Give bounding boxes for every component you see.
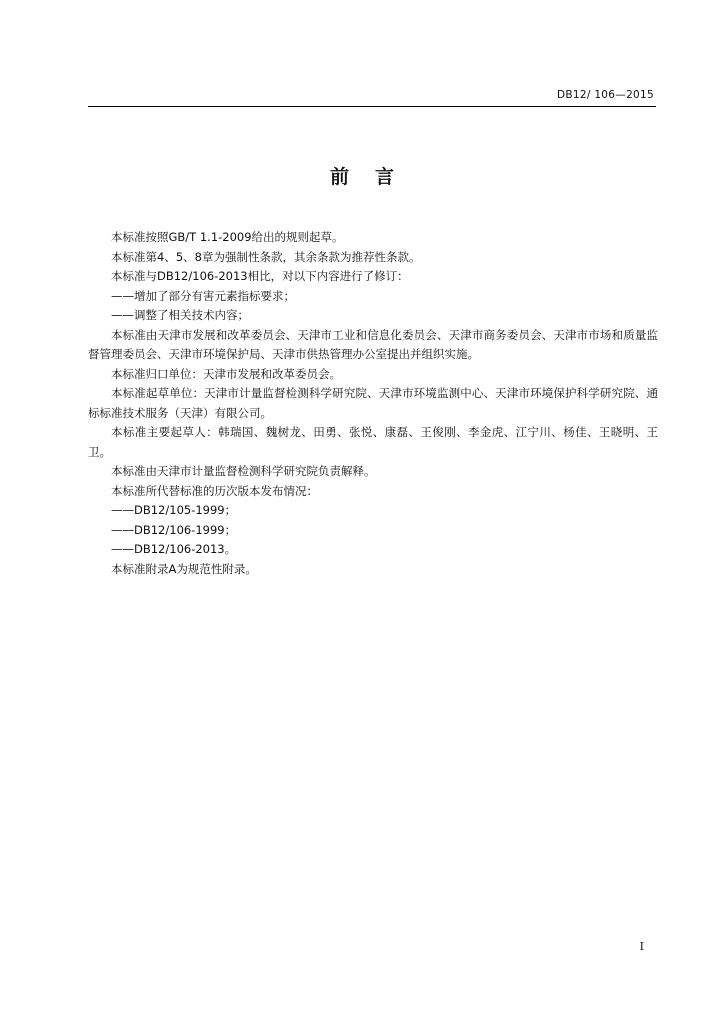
paragraph: 本标准主要起草人：韩瑞国、魏树龙、田勇、张悦、康磊、王俊刚、李金虎、江宁川、杨佳、王晓明、王卫。	[88, 425, 658, 459]
paragraph: 本标准按照GB/T 1.1-2009给出的规则起草。	[111, 230, 344, 244]
foreword-body	[88, 228, 658, 579]
list-item: ——调整了相关技术内容；	[111, 308, 249, 322]
page-title: 前言	[329, 166, 420, 188]
paragraph: 本标准与DB12/106-2013相比，对以下内容进行了修订：	[111, 269, 409, 283]
paragraph: 本标准所代替标准的历次版本发布情况：	[111, 483, 318, 498]
paragraph: 本标准由天津市计量监督检测科学研究院负责解释。	[111, 464, 376, 478]
paragraph: 本标准归口单位：天津市发展和改革委员会。	[111, 366, 341, 381]
paragraph: 本标准第4、5、8章为强制性条款，其余条款为推荐性条款。	[111, 249, 421, 264]
page-number: I	[639, 940, 644, 953]
paragraph: 本标准由天津市发展和改革委员会、天津市工业和信息化委员会、天津市商务委员会、天津市市场和质量监督管理委员会、天津市环境保护局、天津市供热管理办公室提出并组织实施。	[88, 327, 658, 361]
paragraph: 本标准附录A为规范性附录。	[111, 561, 257, 576]
header-divider	[88, 106, 656, 107]
list-item: ——DB12/105-1999；	[111, 503, 237, 517]
list-item: ——DB12/106-2013。	[111, 542, 237, 556]
list-item: ——DB12/106-1999；	[111, 522, 237, 537]
document-code: DB12/ 106—2015	[557, 89, 654, 101]
paragraph: 本标准起草单位：天津市计量监督检测科学研究院、天津市环境监测中心、天津市环境保护科学研究院、通标标准技术服务（天津）有限公司。	[88, 386, 658, 420]
list-item: ——增加了部分有害元素指标要求；	[111, 288, 295, 303]
